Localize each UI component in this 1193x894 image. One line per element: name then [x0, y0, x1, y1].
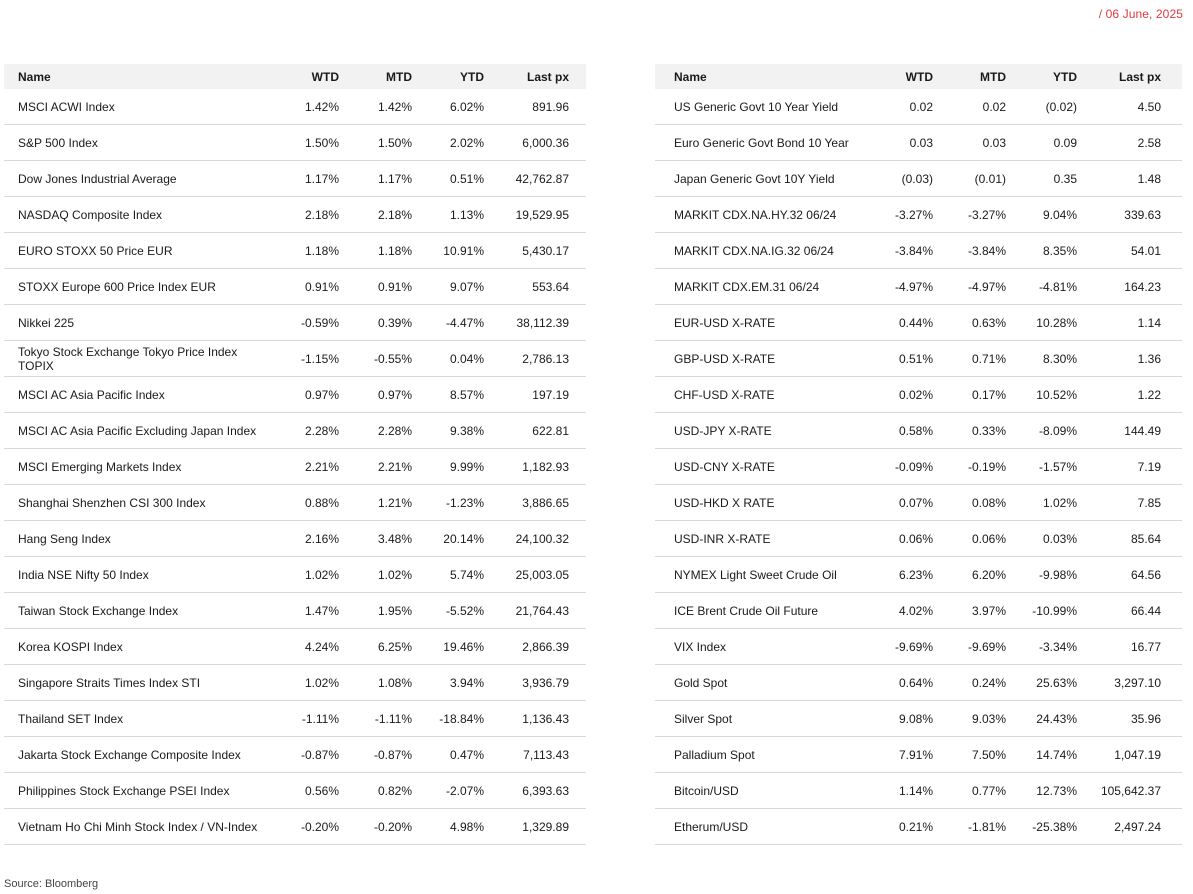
- cell-wtd: (0.03): [865, 161, 933, 197]
- cell-name: Tokyo Stock Exchange Tokyo Price Index TOPIX: [4, 341, 266, 377]
- cell-name: MARKIT CDX.NA.HY.32 06/24: [655, 197, 865, 233]
- cell-name: Korea KOSPI Index: [4, 629, 266, 665]
- table-row: [4, 809, 586, 845]
- table-row: [655, 485, 1182, 521]
- cell-ytd: 6.02%: [412, 89, 484, 125]
- cell-mtd: 0.71%: [933, 341, 1006, 377]
- cell-wtd: 9.08%: [865, 701, 933, 737]
- cell-wtd: 0.51%: [865, 341, 933, 377]
- table-row: [4, 305, 586, 341]
- cell-name: Hang Seng Index: [4, 521, 266, 557]
- cell-wtd: -9.69%: [865, 629, 933, 665]
- cell-last-px: 6,000.36: [484, 125, 586, 161]
- table-row: [655, 737, 1182, 773]
- cell-name: Thailand SET Index: [4, 701, 266, 737]
- cell-ytd: -5.52%: [412, 593, 484, 629]
- table-row: [655, 773, 1182, 809]
- table-row: [655, 665, 1182, 701]
- cell-name: MSCI Emerging Markets Index: [4, 449, 266, 485]
- cell-name: Bitcoin/USD: [655, 773, 865, 809]
- cell-last-px: 19,529.95: [484, 197, 586, 233]
- table-row: [4, 89, 586, 125]
- table-row: [655, 89, 1182, 125]
- cell-last-px: 1,136.43: [484, 701, 586, 737]
- cell-last-px: 1,047.19: [1077, 737, 1182, 773]
- cell-ytd: 8.35%: [1006, 233, 1077, 269]
- cell-name: India NSE Nifty 50 Index: [4, 557, 266, 593]
- table-row: [4, 269, 586, 305]
- cell-mtd: 0.08%: [933, 485, 1006, 521]
- cell-wtd: 0.06%: [865, 521, 933, 557]
- table-row: [655, 593, 1182, 629]
- cell-mtd: 1.18%: [339, 233, 412, 269]
- cell-wtd: 0.44%: [865, 305, 933, 341]
- cell-last-px: 1.22: [1077, 377, 1182, 413]
- column-header-ytd: YTD: [1053, 69, 1077, 84]
- table-row: [4, 197, 586, 233]
- rates-fx-commodities-table: [655, 64, 1182, 845]
- cell-ytd: 9.99%: [412, 449, 484, 485]
- cell-ytd: 9.04%: [1006, 197, 1077, 233]
- cell-name: Japan Generic Govt 10Y Yield: [655, 161, 865, 197]
- cell-last-px: 164.23: [1077, 269, 1182, 305]
- table-row: [655, 557, 1182, 593]
- cell-mtd: -0.55%: [339, 341, 412, 377]
- cell-wtd: 1.50%: [266, 125, 339, 161]
- cell-wtd: -3.27%: [865, 197, 933, 233]
- table-row: [4, 593, 586, 629]
- cell-ytd: 3.94%: [412, 665, 484, 701]
- cell-last-px: 7,113.43: [484, 737, 586, 773]
- cell-name: Etherum/USD: [655, 809, 865, 845]
- equity-indices-table: [4, 64, 586, 845]
- cell-wtd: -3.84%: [865, 233, 933, 269]
- cell-last-px: 622.81: [484, 413, 586, 449]
- cell-wtd: 0.02%: [865, 377, 933, 413]
- cell-ytd: 19.46%: [412, 629, 484, 665]
- cell-ytd: 0.51%: [412, 161, 484, 197]
- table-row: [4, 377, 586, 413]
- cell-ytd: 10.28%: [1006, 305, 1077, 341]
- cell-last-px: 66.44: [1077, 593, 1182, 629]
- cell-ytd: -4.47%: [412, 305, 484, 341]
- cell-last-px: 16.77: [1077, 629, 1182, 665]
- cell-mtd: 9.03%: [933, 701, 1006, 737]
- cell-name: MSCI AC Asia Pacific Excluding Japan Index: [4, 413, 266, 449]
- cell-mtd: 1.02%: [339, 557, 412, 593]
- cell-ytd: 0.47%: [412, 737, 484, 773]
- cell-name: NASDAQ Composite Index: [4, 197, 266, 233]
- cell-mtd: -3.27%: [933, 197, 1006, 233]
- cell-mtd: -1.11%: [339, 701, 412, 737]
- cell-name: Shanghai Shenzhen CSI 300 Index: [4, 485, 266, 521]
- table-row: [655, 233, 1182, 269]
- cell-ytd: -2.07%: [412, 773, 484, 809]
- table-row: [4, 557, 586, 593]
- cell-last-px: 1,329.89: [484, 809, 586, 845]
- column-header-name: Name: [674, 69, 707, 84]
- cell-wtd: 1.02%: [266, 557, 339, 593]
- column-header-last-px: Last px: [526, 69, 569, 84]
- cell-wtd: -0.20%: [266, 809, 339, 845]
- cell-mtd: 2.18%: [339, 197, 412, 233]
- cell-last-px: 197.19: [484, 377, 586, 413]
- cell-mtd: 3.97%: [933, 593, 1006, 629]
- table-row: [4, 449, 586, 485]
- cell-mtd: 0.06%: [933, 521, 1006, 557]
- cell-wtd: 0.58%: [865, 413, 933, 449]
- cell-last-px: 64.56: [1077, 557, 1182, 593]
- table-row: [4, 665, 586, 701]
- column-header-wtd: WTD: [905, 69, 933, 84]
- cell-wtd: 2.21%: [266, 449, 339, 485]
- cell-name: MSCI ACWI Index: [4, 89, 266, 125]
- cell-last-px: 35.96: [1077, 701, 1182, 737]
- cell-ytd: 0.03%: [1006, 521, 1077, 557]
- table-row: [4, 629, 586, 665]
- cell-mtd: 1.95%: [339, 593, 412, 629]
- report-date: / 06 June, 2025: [1098, 7, 1183, 21]
- cell-mtd: 0.91%: [339, 269, 412, 305]
- table-row: [4, 485, 586, 521]
- cell-name: ICE Brent Crude Oil Future: [655, 593, 865, 629]
- table-row: [655, 413, 1182, 449]
- cell-wtd: 1.42%: [266, 89, 339, 125]
- cell-mtd: 3.48%: [339, 521, 412, 557]
- cell-ytd: -25.38%: [1006, 809, 1077, 845]
- cell-ytd: -1.23%: [412, 485, 484, 521]
- cell-name: Jakarta Stock Exchange Composite Index: [4, 737, 266, 773]
- table-row: [655, 521, 1182, 557]
- cell-mtd: -1.81%: [933, 809, 1006, 845]
- cell-last-px: 1.14: [1077, 305, 1182, 341]
- cell-name: S&P 500 Index: [4, 125, 266, 161]
- table-row: [655, 269, 1182, 305]
- cell-mtd: -3.84%: [933, 233, 1006, 269]
- table-row: [655, 809, 1182, 845]
- cell-last-px: 85.64: [1077, 521, 1182, 557]
- cell-ytd: 0.04%: [412, 341, 484, 377]
- cell-last-px: 7.85: [1077, 485, 1182, 521]
- cell-wtd: 1.17%: [266, 161, 339, 197]
- cell-last-px: 38,112.39: [484, 305, 586, 341]
- cell-name: MSCI AC Asia Pacific Index: [4, 377, 266, 413]
- table-row: [655, 629, 1182, 665]
- cell-mtd: -0.20%: [339, 809, 412, 845]
- cell-mtd: 2.21%: [339, 449, 412, 485]
- cell-last-px: 5,430.17: [484, 233, 586, 269]
- cell-last-px: 2,866.39: [484, 629, 586, 665]
- cell-last-px: 553.64: [484, 269, 586, 305]
- cell-wtd: 1.47%: [266, 593, 339, 629]
- cell-wtd: -0.09%: [865, 449, 933, 485]
- cell-wtd: -0.87%: [266, 737, 339, 773]
- cell-ytd: 10.52%: [1006, 377, 1077, 413]
- table-row: [4, 413, 586, 449]
- cell-wtd: 1.14%: [865, 773, 933, 809]
- cell-last-px: 105,642.37: [1077, 773, 1182, 809]
- cell-name: USD-INR X-RATE: [655, 521, 865, 557]
- cell-wtd: 0.64%: [865, 665, 933, 701]
- cell-last-px: 2,497.24: [1077, 809, 1182, 845]
- table-row: [655, 377, 1182, 413]
- cell-name: EUR-USD X-RATE: [655, 305, 865, 341]
- cell-mtd: 6.20%: [933, 557, 1006, 593]
- cell-ytd: -9.98%: [1006, 557, 1077, 593]
- cell-wtd: 2.18%: [266, 197, 339, 233]
- table-row: [655, 197, 1182, 233]
- cell-mtd: -0.19%: [933, 449, 1006, 485]
- table-row: [4, 341, 586, 377]
- table-row: [4, 701, 586, 737]
- cell-mtd: 0.63%: [933, 305, 1006, 341]
- column-header-mtd: MTD: [386, 69, 412, 84]
- cell-last-px: 42,762.87: [484, 161, 586, 197]
- cell-wtd: -1.11%: [266, 701, 339, 737]
- cell-last-px: 3,936.79: [484, 665, 586, 701]
- cell-ytd: -10.99%: [1006, 593, 1077, 629]
- cell-last-px: 144.49: [1077, 413, 1182, 449]
- table-row: [655, 449, 1182, 485]
- cell-ytd: 1.13%: [412, 197, 484, 233]
- table-row: [655, 305, 1182, 341]
- cell-mtd: 0.77%: [933, 773, 1006, 809]
- cell-mtd: 1.21%: [339, 485, 412, 521]
- cell-mtd: 1.50%: [339, 125, 412, 161]
- cell-mtd: 0.24%: [933, 665, 1006, 701]
- cell-name: USD-JPY X-RATE: [655, 413, 865, 449]
- table-row: [4, 521, 586, 557]
- table-row: [4, 233, 586, 269]
- cell-mtd: 0.03: [933, 125, 1006, 161]
- cell-ytd: 14.74%: [1006, 737, 1077, 773]
- cell-last-px: 7.19: [1077, 449, 1182, 485]
- cell-ytd: 10.91%: [412, 233, 484, 269]
- cell-mtd: 0.39%: [339, 305, 412, 341]
- cell-mtd: -0.87%: [339, 737, 412, 773]
- equity-indices-panel: [4, 64, 586, 845]
- cell-mtd: 2.28%: [339, 413, 412, 449]
- cell-ytd: (0.02): [1006, 89, 1077, 125]
- cell-wtd: 6.23%: [865, 557, 933, 593]
- cell-ytd: 8.30%: [1006, 341, 1077, 377]
- cell-mtd: 1.17%: [339, 161, 412, 197]
- cell-wtd: 7.91%: [865, 737, 933, 773]
- cell-mtd: 0.02: [933, 89, 1006, 125]
- column-header-mtd: MTD: [980, 69, 1006, 84]
- table-row: [4, 161, 586, 197]
- source-note: Source: Bloomberg: [4, 878, 99, 890]
- cell-name: Vietnam Ho Chi Minh Stock Index / VN-Index: [4, 809, 266, 845]
- cell-wtd: 0.88%: [266, 485, 339, 521]
- table-header-row: [655, 64, 1182, 89]
- cell-last-px: 24,100.32: [484, 521, 586, 557]
- cell-ytd: 4.98%: [412, 809, 484, 845]
- cell-name: NYMEX Light Sweet Crude Oil: [655, 557, 865, 593]
- cell-last-px: 3,886.65: [484, 485, 586, 521]
- cell-name: Gold Spot: [655, 665, 865, 701]
- cell-ytd: 0.35: [1006, 161, 1077, 197]
- cell-name: Singapore Straits Times Index STI: [4, 665, 266, 701]
- cell-mtd: (0.01): [933, 161, 1006, 197]
- cell-name: USD-CNY X-RATE: [655, 449, 865, 485]
- table-row: [4, 773, 586, 809]
- cell-ytd: 12.73%: [1006, 773, 1077, 809]
- table-row: [655, 125, 1182, 161]
- cell-name: CHF-USD X-RATE: [655, 377, 865, 413]
- table-row: [655, 341, 1182, 377]
- cell-name: GBP-USD X-RATE: [655, 341, 865, 377]
- cell-wtd: 0.56%: [266, 773, 339, 809]
- cell-wtd: 0.91%: [266, 269, 339, 305]
- column-header-last-px: Last px: [1118, 69, 1161, 84]
- cell-wtd: 0.07%: [865, 485, 933, 521]
- cell-name: Palladium Spot: [655, 737, 865, 773]
- cell-name: MARKIT CDX.EM.31 06/24: [655, 269, 865, 305]
- cell-wtd: -4.97%: [865, 269, 933, 305]
- cell-wtd: 1.02%: [266, 665, 339, 701]
- cell-last-px: 6,393.63: [484, 773, 586, 809]
- cell-last-px: 339.63: [1077, 197, 1182, 233]
- cell-ytd: 0.09: [1006, 125, 1077, 161]
- cell-ytd: 24.43%: [1006, 701, 1077, 737]
- cell-wtd: 0.21%: [865, 809, 933, 845]
- cell-ytd: 25.63%: [1006, 665, 1077, 701]
- cell-last-px: 1,182.93: [484, 449, 586, 485]
- cell-ytd: -1.57%: [1006, 449, 1077, 485]
- cell-name: VIX Index: [655, 629, 865, 665]
- cell-name: Euro Generic Govt Bond 10 Year: [655, 125, 865, 161]
- cell-mtd: 0.97%: [339, 377, 412, 413]
- cell-mtd: 7.50%: [933, 737, 1006, 773]
- rates-fx-commodities-panel: [655, 64, 1182, 845]
- cell-last-px: 1.48: [1077, 161, 1182, 197]
- column-header-wtd: WTD: [311, 69, 339, 84]
- cell-name: Taiwan Stock Exchange Index: [4, 593, 266, 629]
- cell-name: USD-HKD X RATE: [655, 485, 865, 521]
- column-header-name: Name: [18, 69, 51, 84]
- cell-mtd: 0.82%: [339, 773, 412, 809]
- cell-name: STOXX Europe 600 Price Index EUR: [4, 269, 266, 305]
- cell-mtd: -9.69%: [933, 629, 1006, 665]
- cell-last-px: 3,297.10: [1077, 665, 1182, 701]
- cell-ytd: 9.38%: [412, 413, 484, 449]
- cell-last-px: 2.58: [1077, 125, 1182, 161]
- cell-ytd: 5.74%: [412, 557, 484, 593]
- cell-name: Nikkei 225: [4, 305, 266, 341]
- cell-last-px: 4.50: [1077, 89, 1182, 125]
- cell-wtd: 0.02: [865, 89, 933, 125]
- cell-wtd: 0.97%: [266, 377, 339, 413]
- cell-mtd: 0.33%: [933, 413, 1006, 449]
- table-row: [4, 125, 586, 161]
- cell-ytd: -3.34%: [1006, 629, 1077, 665]
- cell-ytd: 2.02%: [412, 125, 484, 161]
- cell-wtd: 2.28%: [266, 413, 339, 449]
- cell-last-px: 25,003.05: [484, 557, 586, 593]
- cell-wtd: 0.03: [865, 125, 933, 161]
- cell-wtd: 1.18%: [266, 233, 339, 269]
- cell-ytd: 9.07%: [412, 269, 484, 305]
- cell-last-px: 54.01: [1077, 233, 1182, 269]
- cell-wtd: 2.16%: [266, 521, 339, 557]
- cell-name: Philippines Stock Exchange PSEI Index: [4, 773, 266, 809]
- cell-ytd: 1.02%: [1006, 485, 1077, 521]
- cell-last-px: 2,786.13: [484, 341, 586, 377]
- cell-last-px: 891.96: [484, 89, 586, 125]
- cell-ytd: 8.57%: [412, 377, 484, 413]
- cell-mtd: 1.42%: [339, 89, 412, 125]
- cell-ytd: -18.84%: [412, 701, 484, 737]
- cell-mtd: 0.17%: [933, 377, 1006, 413]
- cell-mtd: -4.97%: [933, 269, 1006, 305]
- cell-mtd: 6.25%: [339, 629, 412, 665]
- cell-last-px: 1.36: [1077, 341, 1182, 377]
- cell-name: Dow Jones Industrial Average: [4, 161, 266, 197]
- cell-mtd: 1.08%: [339, 665, 412, 701]
- table-header-row: [4, 64, 586, 89]
- cell-name: Silver Spot: [655, 701, 865, 737]
- cell-ytd: 20.14%: [412, 521, 484, 557]
- table-row: [4, 737, 586, 773]
- table-row: [655, 161, 1182, 197]
- cell-wtd: -1.15%: [266, 341, 339, 377]
- column-header-ytd: YTD: [460, 69, 484, 84]
- cell-ytd: -8.09%: [1006, 413, 1077, 449]
- cell-ytd: -4.81%: [1006, 269, 1077, 305]
- cell-name: MARKIT CDX.NA.IG.32 06/24: [655, 233, 865, 269]
- cell-wtd: 4.24%: [266, 629, 339, 665]
- cell-wtd: -0.59%: [266, 305, 339, 341]
- table-row: [655, 701, 1182, 737]
- cell-name: US Generic Govt 10 Year Yield: [655, 89, 865, 125]
- cell-wtd: 4.02%: [865, 593, 933, 629]
- cell-name: EURO STOXX 50 Price EUR: [4, 233, 266, 269]
- cell-last-px: 21,764.43: [484, 593, 586, 629]
